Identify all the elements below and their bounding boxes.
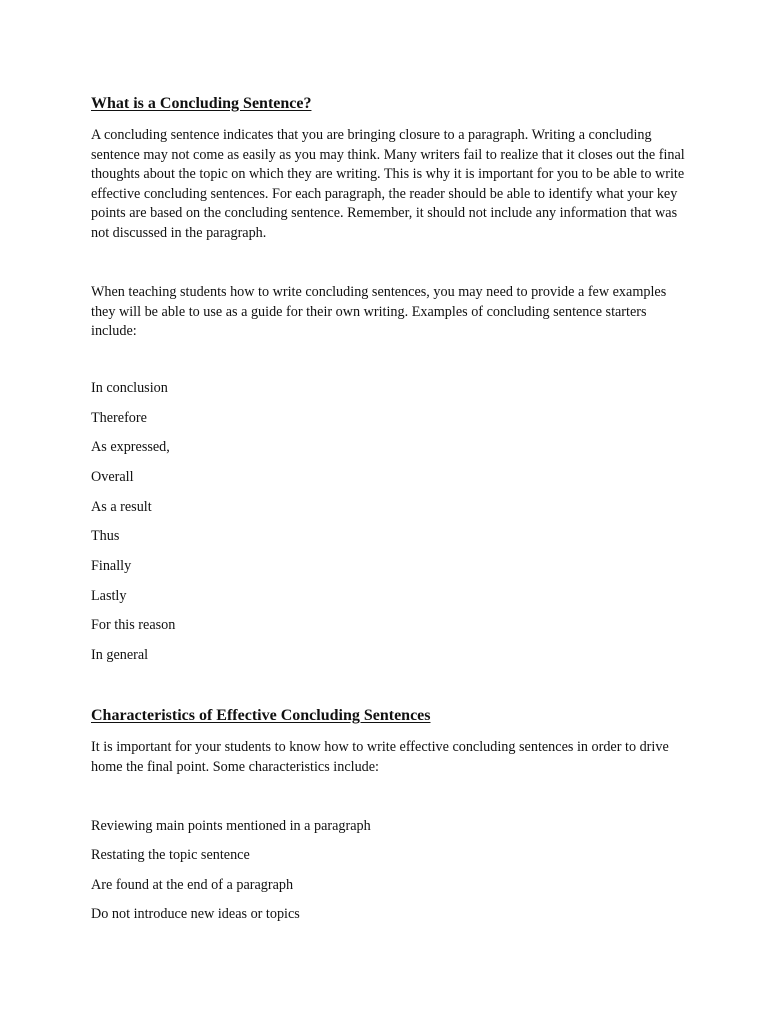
starter-item: In conclusion [91, 380, 168, 396]
starter-item: Lastly [91, 588, 127, 604]
characteristics-paragraph: It is important for your students to know how to write effective concluding sentences in order to drive home the final point. Some characteristics include: [91, 739, 669, 775]
starter-item: Finally [91, 558, 132, 574]
starter-item: As expressed, [91, 439, 170, 455]
starter-item: Therefore [91, 410, 147, 426]
intro-paragraph: A concluding sentence indicates that you are bringing closure to a paragraph. Writing a concluding sentence may not come as easily as you may think. Many writers fail to realize that it closes out the final thoughts about the topic on which they are writing. This is why it is important for you to be able to write effective concluding sentences. For each paragraph, the reader should be able to identify what your key points are based on the concluding sentence. Remember, it should not include any information that was not discussed in the paragraph. [91, 127, 685, 241]
starter-item: In general [91, 647, 149, 663]
characteristic-item: Reviewing main points mentioned in a paragraph [91, 818, 371, 834]
starter-item: Thus [91, 528, 120, 544]
characteristic-item: Restating the topic sentence [91, 847, 250, 863]
section-heading-characteristics: Characteristics of Effective Concluding Sentences [91, 707, 431, 724]
teaching-paragraph: When teaching students how to write concluding sentences, you may need to provide a few examples they will be able to use as a guide for their own writing. Examples of concluding sentence starters include: [91, 284, 667, 339]
section-heading-concluding-sentence: What is a Concluding Sentence? [91, 95, 312, 112]
characteristic-item: Do not introduce new ideas or topics [91, 906, 300, 922]
starter-item: For this reason [91, 617, 176, 633]
starter-item: Overall [91, 469, 134, 485]
starter-item: As a result [91, 499, 152, 515]
characteristic-item: Are found at the end of a paragraph [91, 877, 294, 893]
